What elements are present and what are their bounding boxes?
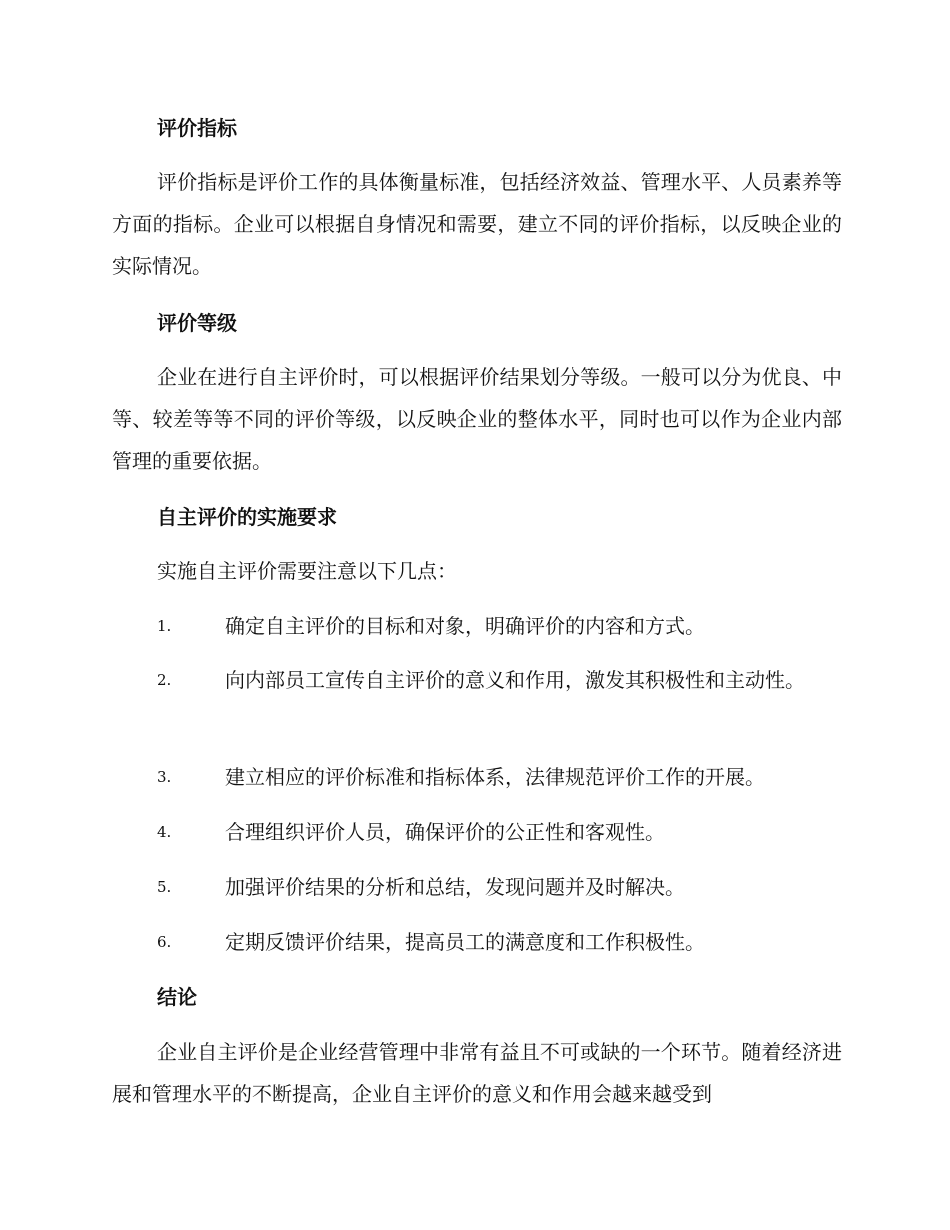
list-item-number: 4. xyxy=(157,823,172,841)
list-item-text: 确定自主评价的目标和对象，明确评价的内容和方式。 xyxy=(225,614,705,638)
paragraph-evaluation-grades: 企业在进行自主评价时，可以根据评价结果划分等级。一般可以分为优良、中等、较差等等不同的评价等级，以反映企业的整体水平，同时也可以作为企业内部管理的重要依据。 xyxy=(112,365,842,473)
list-item xyxy=(112,811,842,853)
list-item xyxy=(112,756,842,798)
list-item-text: 建立相应的评价标准和指标体系，法律规范评价工作的开展。 xyxy=(225,765,765,789)
list-item xyxy=(112,659,842,701)
paragraph-evaluation-indicators: 评价指标是评价工作的具体衡量标准，包括经济效益、管理水平、人员素养等方面的指标。企业可以根据自身情况和需要，建立不同的评价指标，以反映企业的实际情况。 xyxy=(112,170,842,278)
list-item xyxy=(112,921,842,963)
list-item-number: 1. xyxy=(157,617,172,635)
list-item-text: 合理组织评价人员，确保评价的公正性和客观性。 xyxy=(225,820,665,844)
section-heading-evaluation-indicators: 评价指标 xyxy=(157,116,237,140)
list-item-text: 定期反馈评价结果，提高员工的满意度和工作积极性。 xyxy=(225,930,705,954)
paragraph-requirements-intro: 实施自主评价需要注意以下几点： xyxy=(157,559,457,583)
section-heading-evaluation-grades: 评价等级 xyxy=(157,311,237,335)
list-item-text: 向内部员工宣传自主评价的意义和作用，激发其积极性和主动性。 xyxy=(225,668,805,692)
paragraph-conclusion: 企业自主评价是企业经营管理中非常有益且不可或缺的一个环节。随着经济进展和管理水平的不断提高，企业自主评价的意义和作用会越来越受到 xyxy=(112,1040,842,1106)
list-item-number: 3. xyxy=(157,768,172,786)
list-item-number: 5. xyxy=(157,878,172,896)
section-heading-implementation-requirements: 自主评价的实施要求 xyxy=(157,505,337,529)
list-item-number: 6. xyxy=(157,933,172,951)
section-heading-conclusion: 结论 xyxy=(157,985,197,1009)
list-item-text: 加强评价结果的分析和总结，发现问题并及时解决。 xyxy=(225,875,685,899)
list-item-number: 2. xyxy=(157,671,172,689)
list-item xyxy=(112,605,842,647)
list-item xyxy=(112,866,842,908)
